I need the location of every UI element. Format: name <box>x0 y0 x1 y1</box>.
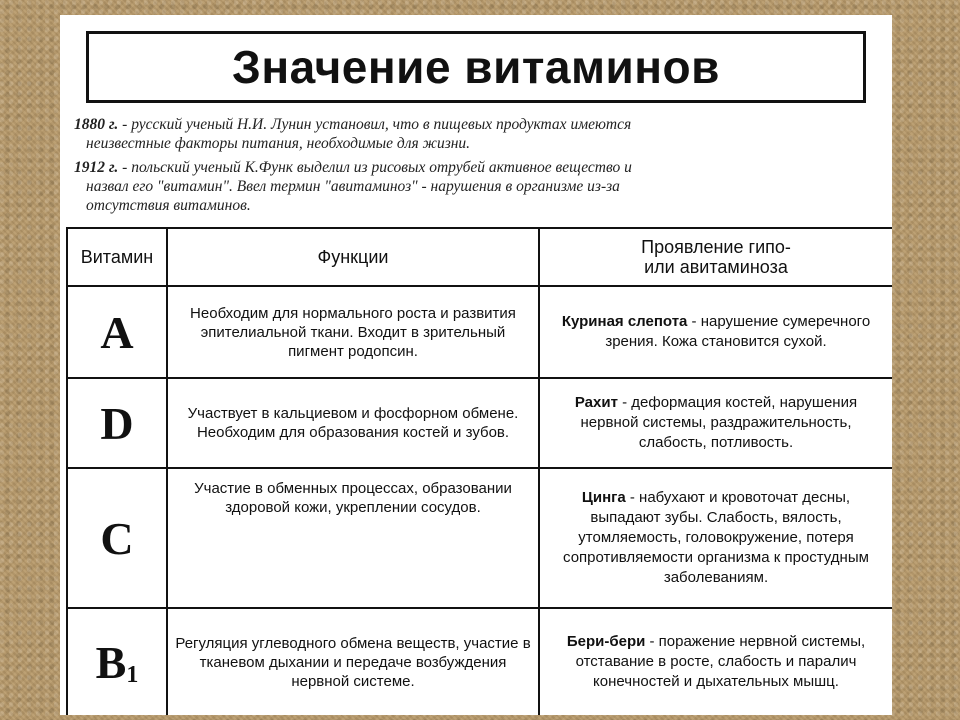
history-note-1 <box>74 115 889 153</box>
vitamin-functions: Участие в обменных процессах, образовании здоровой кожи, укреплении сосудов. <box>167 468 539 608</box>
header-manifestation-line-1: Проявление гипо- <box>641 237 791 257</box>
header-vitamin: Витамин <box>67 228 167 286</box>
history-note-1-year: 1880 г. <box>74 116 119 133</box>
vitamin-functions: Участвует в кальциевом и фосфорном обмене. Необходим для образования костей и зубов. <box>167 378 539 468</box>
vitamin-deficiency <box>539 378 892 468</box>
history-note-2-text-1: - польский ученый К.Функ выделил из рисовых отрубей активное вещество и <box>118 159 632 176</box>
header-functions: Функции <box>167 228 539 286</box>
vitamin-letter-subscript: 1 <box>126 661 139 688</box>
vitamin-deficiency <box>539 608 892 715</box>
vitamin-letter: C <box>67 468 167 608</box>
header-manifestation <box>539 228 892 286</box>
history-note-1-line-1 <box>74 115 889 134</box>
disease-name: Рахит <box>574 394 618 411</box>
history-note-2 <box>74 158 889 215</box>
disease-name: Цинга <box>581 489 626 506</box>
vitamin-functions: Регуляция углеводного обмена веществ, участие в тканевом дыхании и передаче возбуждения нервной системе. <box>167 608 539 715</box>
history-note-2-year: 1912 г. <box>74 159 119 176</box>
table-header-row <box>67 228 892 286</box>
disease-description: - набухают и кровоточат десны, выпадают зубы. Слабость, вялость, утомляемость, головокружение, потеря сопротивляемости организма к простудным заболеваниям. <box>563 489 869 586</box>
vitamin-letter-main: B <box>95 636 127 688</box>
history-note-2-line-3: отсутствия витаминов. <box>86 197 251 214</box>
header-manifestation-line-2: или авитаминоза <box>644 257 788 277</box>
disease-name: Бери-бери <box>566 633 646 650</box>
history-note-2-line-2: назвал его "витамин". Ввел термин "авитаминоз" - нарушения в организме из-за <box>86 178 620 195</box>
vitamin-functions: Необходим для нормального роста и развития эпителиальной ткани. Входит в зрительный пигмент родопсин. <box>167 286 539 378</box>
vitamin-deficiency <box>539 468 892 608</box>
page-title: Значение витаминов <box>232 41 720 93</box>
history-note-2-line-1 <box>74 158 889 177</box>
disease-description: - поражение нервной системы, отставание в росте, слабость и паралич конечностей и дыхательных мышц. <box>575 633 866 690</box>
table-row <box>67 468 892 608</box>
vitamins-table <box>66 227 892 715</box>
table-row <box>67 378 892 468</box>
title-box <box>86 31 866 103</box>
document-sheet <box>60 15 892 715</box>
disease-description: - нарушение сумеречного зрения. Кожа становится сухой. <box>605 313 871 350</box>
vitamin-letter: D <box>67 378 167 468</box>
vitamin-letter <box>67 608 167 715</box>
history-note-1-text-1: - русский ученый Н.И. Лунин установил, что в пищевых продуктах имеются <box>118 116 632 133</box>
table-row <box>67 286 892 378</box>
disease-name: Куриная слепота <box>561 313 688 330</box>
history-note-1-line-2: неизвестные факторы питания, необходимые для жизни. <box>86 135 471 152</box>
table-row <box>67 608 892 715</box>
vitamin-letter: A <box>67 286 167 378</box>
disease-description: - деформация костей, нарушения нервной системы, раздражительность, слабость, потливость. <box>580 394 858 451</box>
vitamin-deficiency <box>539 286 892 378</box>
